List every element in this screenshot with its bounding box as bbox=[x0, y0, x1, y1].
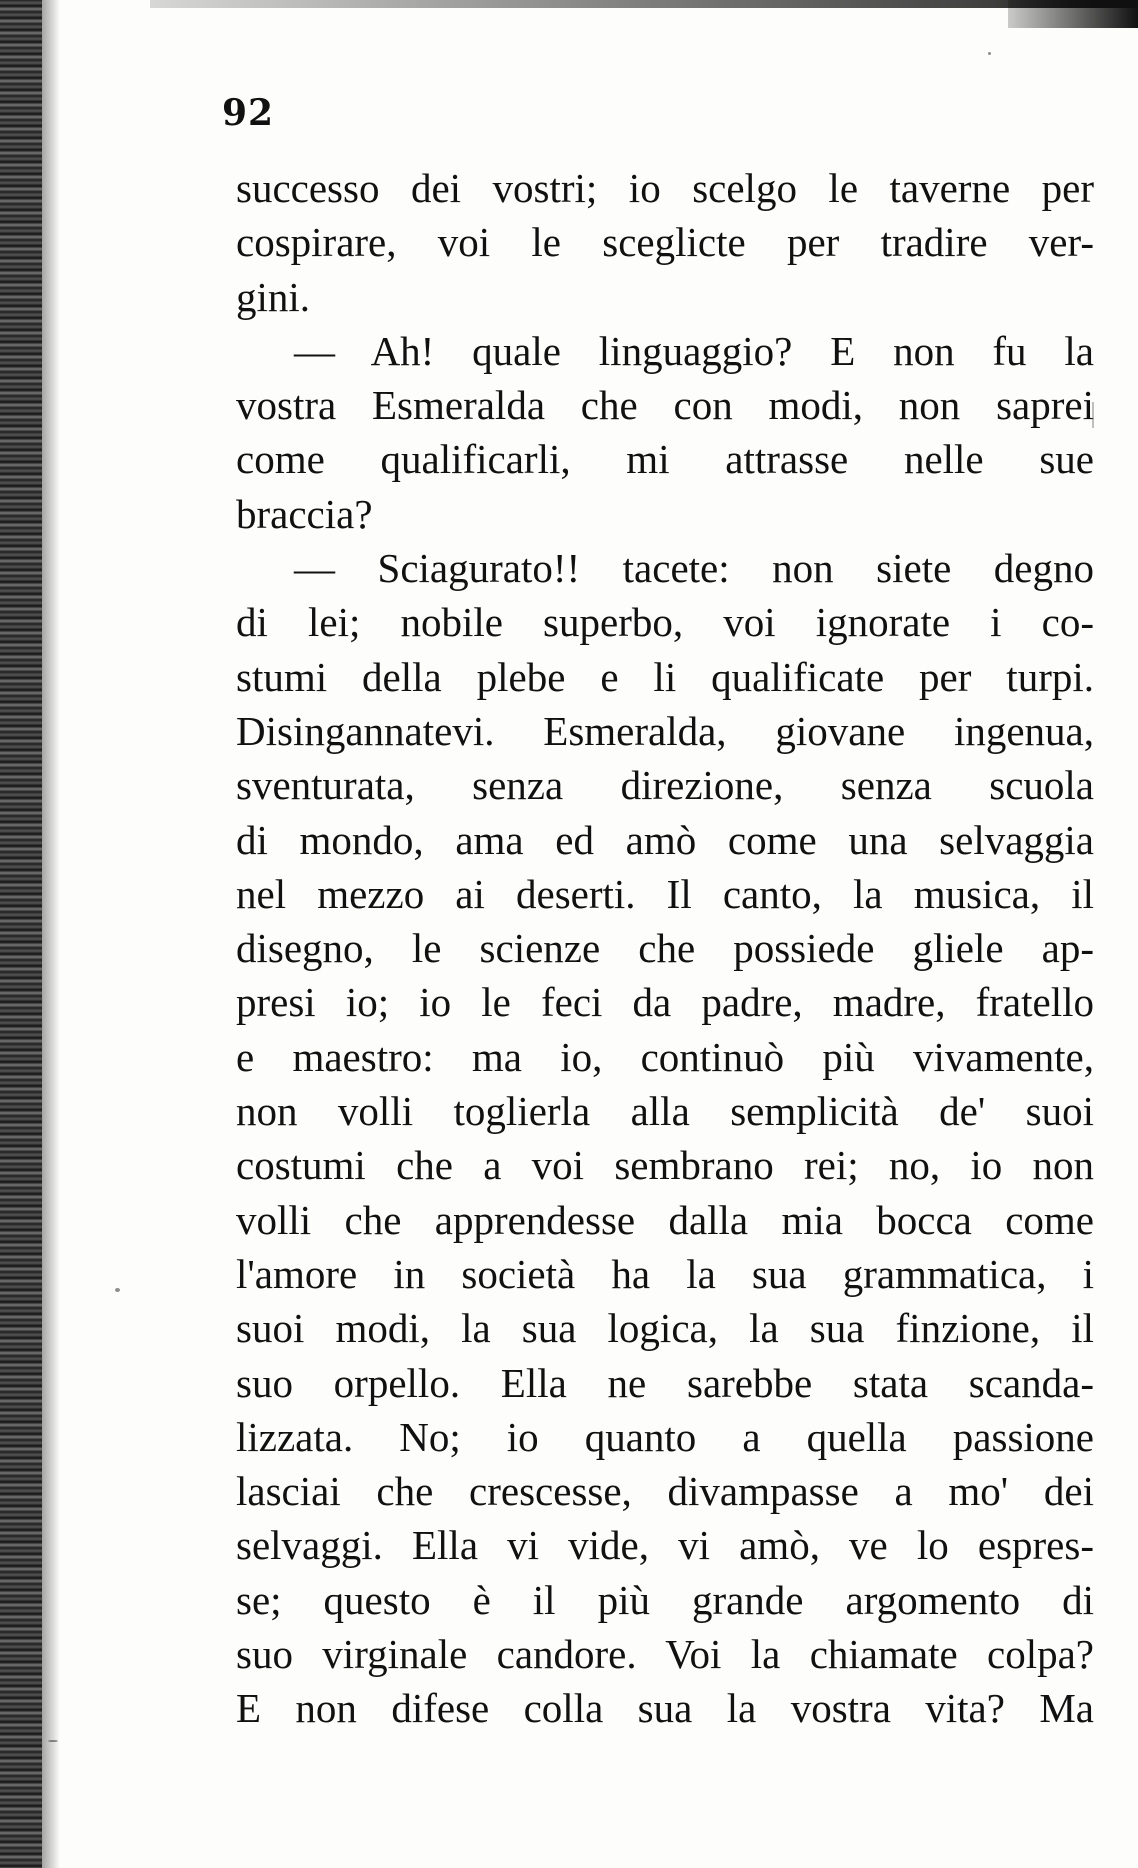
scan-top-corner bbox=[1008, 0, 1138, 28]
page-number: 92 bbox=[222, 92, 275, 134]
scan-speck bbox=[988, 52, 991, 55]
book-binding-gutter bbox=[0, 0, 42, 1868]
text-line: cospirare, voi le sceglicte per tradire ver- bbox=[236, 219, 1094, 266]
text-line: successo dei vostri; io scelgo le taverne per bbox=[236, 165, 1094, 211]
text-line: e maestro: ma io, continuò più vivamente, bbox=[236, 1033, 1094, 1080]
scan-speck bbox=[48, 1740, 58, 1742]
text-line: nel mezzo ai deserti. Il canto, la musica, il bbox=[236, 870, 1094, 917]
scan-speck bbox=[1092, 402, 1094, 428]
text-line: suo virginale candore. Voi la chiamate colpa? bbox=[236, 1631, 1094, 1678]
text-line: E non difese colla sua la vostra vita? Ma bbox=[236, 1685, 1094, 1732]
gutter-shadow bbox=[42, 0, 60, 1868]
text-line: l'amore in società ha la sua grammatica, i bbox=[236, 1250, 1094, 1297]
scan-speck bbox=[115, 1288, 120, 1292]
text-line: gini. bbox=[236, 273, 311, 320]
text-line: come qualificarli, mi attrasse nelle sue bbox=[236, 436, 1094, 483]
text-line: stumi della plebe e li qualificate per turpi. bbox=[236, 653, 1094, 700]
text-line: vostra Esmeralda che con modi, non saprei bbox=[236, 382, 1094, 429]
text-line: suo orpello. Ella ne sarebbe stata scanda- bbox=[236, 1359, 1094, 1406]
text-line: non volli toglierla alla semplicità de' suoi bbox=[236, 1088, 1094, 1135]
text-line: disegno, le scienze che possiede gliele ap- bbox=[236, 925, 1094, 972]
text-line: volli che apprendesse dalla mia bocca come bbox=[236, 1196, 1094, 1243]
text-line: costumi che a voi sembrano rei; no, io non bbox=[236, 1142, 1094, 1189]
text-line: suoi modi, la sua logica, la sua finzione, il bbox=[236, 1305, 1094, 1352]
text-line: di lei; nobile superbo, voi ignorate i co- bbox=[236, 599, 1094, 646]
text-line: Disingannatevi. Esmeralda, giovane ingenua, bbox=[236, 707, 1094, 754]
text-line: se; questo è il più grande argomento di bbox=[236, 1576, 1094, 1623]
text-line: sventurata, senza direzione, senza scuola bbox=[236, 762, 1094, 809]
text-line: braccia? bbox=[236, 490, 373, 537]
scan-top-edge bbox=[150, 0, 1138, 8]
text-line: lasciai che crescesse, divampasse a mo' dei bbox=[236, 1468, 1094, 1515]
text-line: selvaggi. Ella vi vide, vi amò, ve lo espres- bbox=[236, 1522, 1094, 1569]
text-line: lizzata. No; io quanto a quella passione bbox=[236, 1413, 1094, 1460]
text-line: — Ah! quale linguaggio? E non fu la bbox=[294, 327, 1094, 374]
body-text bbox=[236, 161, 1094, 1736]
text-line: — Sciagurato!! tacete: non siete degno bbox=[294, 545, 1094, 592]
text-line: di mondo, ama ed amò come una selvaggia bbox=[236, 816, 1094, 863]
text-line: presi io; io le feci da padre, madre, fratello bbox=[236, 979, 1094, 1026]
